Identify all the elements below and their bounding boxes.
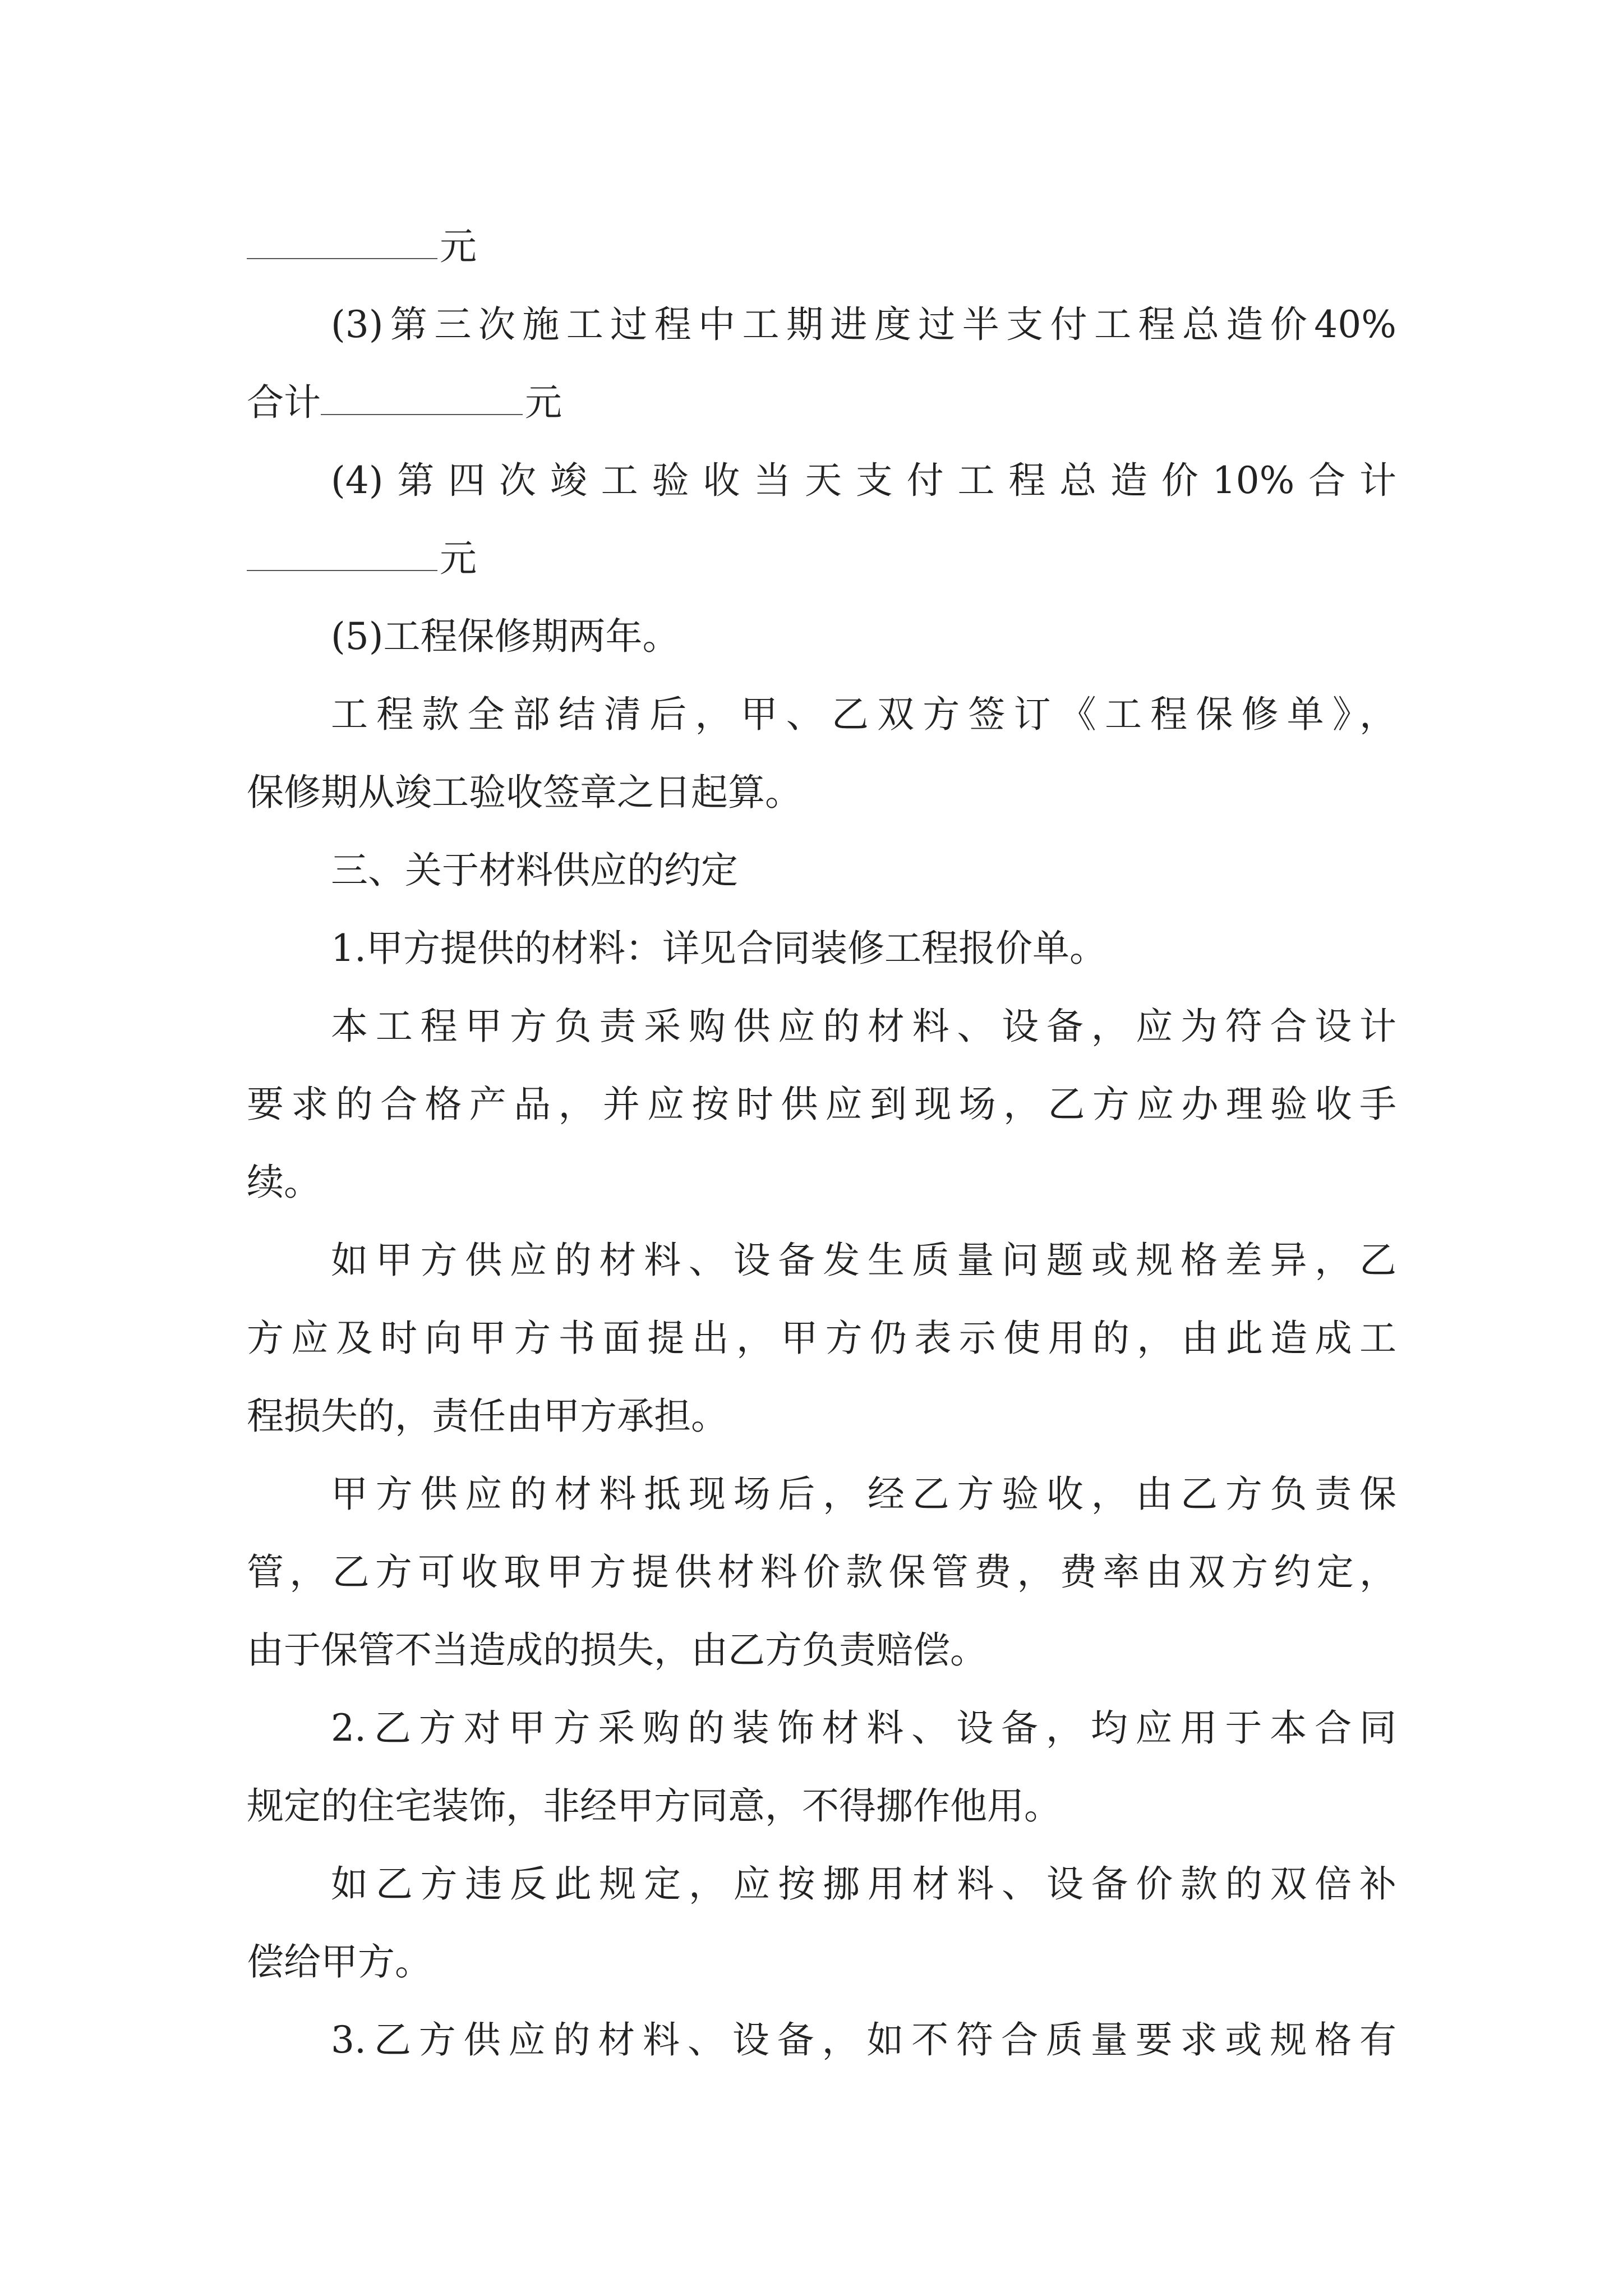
payment-line-2-amount bbox=[247, 208, 1396, 286]
payment-item-4: (4)第四次竣工验收当天支付工程总造价10%合计 bbox=[331, 459, 1396, 502]
paragraph-line: 偿给甲方。 bbox=[247, 1940, 432, 1984]
amount-blank-field bbox=[247, 531, 437, 571]
paragraph-line: 甲方供应的材料抵现场后，经乙方验收，由乙方负责保 bbox=[331, 1473, 1396, 1516]
paragraph-line: 管，乙方可收取甲方提供材料价款保管费，费率由双方约定， bbox=[247, 1550, 1396, 1594]
payment-line-3-amount bbox=[247, 364, 1396, 441]
payment-item-3: (3)第三次施工过程中工期进度过半支付工程总造价40% bbox=[331, 303, 1396, 346]
paragraph-line: 续。 bbox=[247, 1161, 321, 1204]
paragraph-line: 如乙方违反此规定，应按挪用材料、设备价款的双倍补 bbox=[331, 1862, 1396, 1906]
clause-1: 1.甲方提供的材料：详见合同装修工程报价单。 bbox=[331, 927, 1106, 970]
document-body bbox=[247, 208, 1396, 2079]
currency-unit: 元 bbox=[440, 537, 477, 580]
paragraph-line: 工程款全部结清后，甲、乙双方签订《工程保修单》， bbox=[331, 693, 1396, 736]
clause-3: 3.乙方供应的材料、设备，如不符合质量要求或规格有 bbox=[331, 2018, 1396, 2062]
currency-unit: 元 bbox=[440, 225, 477, 268]
paragraph-line: 方应及时向甲方书面提出，甲方仍表示使用的，由此造成工 bbox=[247, 1317, 1396, 1360]
paragraph-line: 程损失的，责任由甲方承担。 bbox=[247, 1395, 728, 1438]
payment-line-4-amount bbox=[247, 519, 1396, 597]
section-heading: 三、关于材料供应的约定 bbox=[331, 849, 738, 892]
amount-blank-field bbox=[247, 219, 437, 259]
warranty-item-5: (5)工程保修期两年。 bbox=[331, 615, 680, 658]
paragraph-line: 要求的合格产品，并应按时供应到现场，乙方应办理验收手 bbox=[247, 1083, 1396, 1126]
currency-unit: 元 bbox=[525, 381, 562, 424]
paragraph-line: 由于保管不当造成的损失，由乙方负责赔偿。 bbox=[247, 1628, 987, 1672]
paragraph-line: 如甲方供应的材料、设备发生质量问题或规格差异，乙 bbox=[331, 1239, 1396, 1282]
paragraph-line: 规定的住宅装饰，非经甲方同意，不得挪作他用。 bbox=[247, 1784, 1061, 1828]
paragraph-line: 保修期从竣工验收签章之日起算。 bbox=[247, 771, 802, 814]
amount-blank-field bbox=[321, 375, 523, 415]
clause-2: 2.乙方对甲方采购的装饰材料、设备，均应用于本合同 bbox=[331, 1706, 1396, 1750]
paragraph-line: 本工程甲方负责采购供应的材料、设备，应为符合设计 bbox=[331, 1005, 1396, 1048]
total-label: 合计 bbox=[247, 381, 321, 424]
